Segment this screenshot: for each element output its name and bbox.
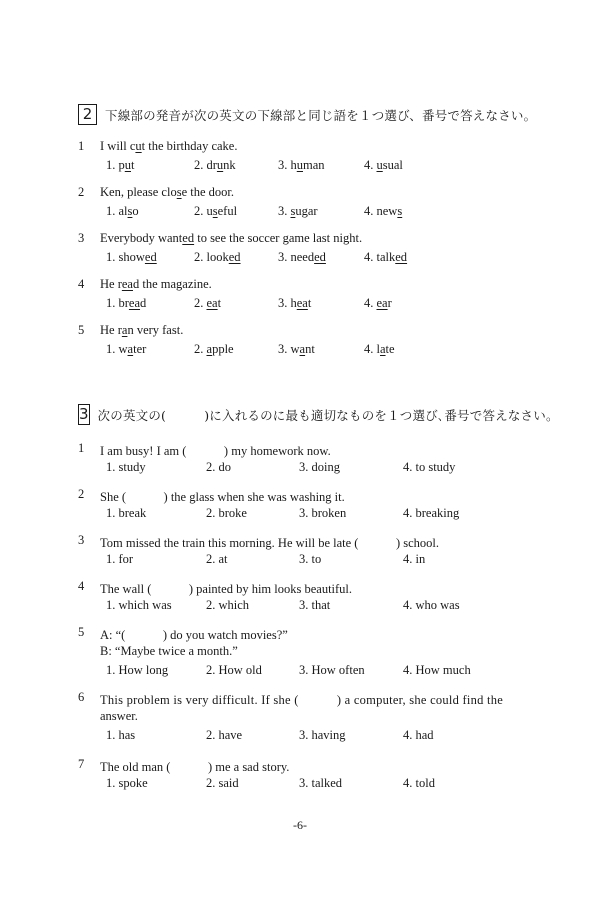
page-number: -6- bbox=[293, 818, 307, 832]
answer-option: 4. in bbox=[403, 552, 426, 566]
question-text: This problem is very difficult. If she ( ) a computer, she could find the bbox=[100, 693, 503, 707]
question-number: 5 bbox=[78, 625, 85, 639]
answer-option: 1. which was bbox=[106, 598, 172, 612]
question-text-line2: B: “Maybe twice a month.” bbox=[100, 644, 238, 658]
answer-option: 1. showed bbox=[106, 250, 157, 264]
question-text: A: “( ) do you watch movies?” bbox=[100, 628, 288, 642]
underlined-part: a bbox=[299, 342, 306, 356]
answer-option: 4. late bbox=[364, 342, 395, 356]
answer-option: 2. apple bbox=[194, 342, 234, 356]
section-2-header bbox=[78, 104, 548, 125]
answer-option: 2. broke bbox=[206, 506, 247, 520]
answer-option: 3. human bbox=[278, 158, 325, 172]
answer-option: 2. eat bbox=[194, 296, 222, 310]
question-text: The wall ( ) painted by him looks beautiful. bbox=[100, 582, 353, 596]
underlined-part: u bbox=[135, 139, 142, 153]
answer-option: 3. heat bbox=[278, 296, 312, 310]
answer-option: 4. breaking bbox=[403, 506, 460, 520]
section-3 bbox=[78, 404, 559, 790]
answer-option: 1. water bbox=[106, 342, 147, 356]
question-text: He read the magazine. bbox=[100, 277, 212, 291]
underlined-part: ed bbox=[395, 250, 408, 264]
underlined-part: s bbox=[127, 204, 133, 218]
question-number: 4 bbox=[78, 277, 85, 291]
answer-option: 4. news bbox=[364, 204, 403, 218]
underlined-part: ed bbox=[314, 250, 326, 264]
question-number: 3 bbox=[78, 533, 85, 547]
answer-option: 1. bread bbox=[106, 296, 147, 310]
answer-option: 4. to study bbox=[403, 460, 456, 474]
underlined-part: s bbox=[176, 185, 182, 199]
question-text: Tom missed the train this morning. He will be late ( ) school. bbox=[100, 536, 440, 550]
underlined-part: ea bbox=[376, 296, 388, 310]
section-3-header bbox=[78, 404, 559, 425]
question-number: 6 bbox=[78, 690, 85, 704]
answer-option: 3. want bbox=[278, 342, 315, 356]
underlined-part: ea bbox=[206, 296, 218, 310]
answer-option: 1. put bbox=[106, 158, 135, 172]
underlined-part: ea bbox=[121, 277, 133, 291]
answer-option: 4. who was bbox=[403, 598, 460, 612]
answer-option: 4. told bbox=[403, 776, 435, 790]
answer-option: 1. also bbox=[106, 204, 139, 218]
question-number: 5 bbox=[78, 323, 85, 337]
answer-option: 2. said bbox=[206, 776, 239, 790]
answer-option: 4. How much bbox=[403, 663, 471, 677]
question-number: 2 bbox=[78, 185, 85, 199]
answer-option: 1. break bbox=[106, 506, 147, 520]
answer-option: 3. that bbox=[299, 598, 331, 612]
question-number: 1 bbox=[78, 441, 85, 455]
underlined-part: a bbox=[127, 342, 134, 356]
answer-option: 2. do bbox=[206, 460, 231, 474]
underlined-part: ea bbox=[296, 296, 308, 310]
answer-option: 3. needed bbox=[278, 250, 326, 264]
question-text: I am busy! I am ( ) my homework now. bbox=[100, 444, 331, 458]
underlined-part: a bbox=[121, 323, 128, 337]
section-instruction: 下線部の発音が次の英文の下線部と同じ語を１つ選び、番号で答えなさい。 bbox=[105, 107, 537, 123]
answer-option: 4. ear bbox=[364, 296, 392, 310]
answer-option: 1. How long bbox=[106, 663, 169, 677]
answer-option: 1. spoke bbox=[106, 776, 148, 790]
question-number: 3 bbox=[78, 231, 85, 245]
question-number: 7 bbox=[78, 757, 85, 771]
question-text: Everybody wanted to see the soccer game last night. bbox=[100, 231, 363, 245]
answer-option: 4. usual bbox=[364, 158, 403, 172]
question-text: Ken, please close the door. bbox=[100, 185, 234, 199]
answer-option: 2. have bbox=[206, 728, 243, 742]
answer-option: 4. had bbox=[403, 728, 434, 742]
underlined-part: ed bbox=[182, 231, 195, 245]
answer-option: 2. looked bbox=[194, 250, 241, 264]
answer-option: 1. has bbox=[106, 728, 136, 742]
answer-option: 3. sugar bbox=[278, 204, 318, 218]
answer-option: 3. doing bbox=[299, 460, 340, 474]
underlined-part: s bbox=[290, 204, 296, 218]
answer-option: 3. to bbox=[299, 552, 322, 566]
answer-option: 3. How often bbox=[299, 663, 365, 677]
answer-option: 1. for bbox=[106, 552, 134, 566]
underlined-part: u bbox=[124, 158, 131, 172]
question-number: 4 bbox=[78, 579, 85, 593]
answer-option: 3. talked bbox=[299, 776, 343, 790]
underlined-part: ea bbox=[128, 296, 141, 310]
underlined-part: u bbox=[376, 158, 383, 172]
answer-option: 2. at bbox=[206, 552, 228, 566]
question-number: 1 bbox=[78, 139, 85, 153]
answer-option: 1. study bbox=[106, 460, 146, 474]
answer-option: 4. talked bbox=[364, 250, 408, 264]
underlined-part: a bbox=[379, 342, 386, 356]
underlined-part: u bbox=[296, 158, 303, 172]
question-text: She ( ) the glass when she was washing it. bbox=[100, 490, 345, 504]
underlined-part: ed bbox=[144, 250, 157, 264]
underlined-part: ed bbox=[228, 250, 241, 264]
answer-option: 3. having bbox=[299, 728, 346, 742]
question-text: The old man ( ) me a sad story. bbox=[100, 760, 290, 774]
underlined-part: s bbox=[397, 204, 403, 218]
question-number: 2 bbox=[78, 487, 85, 501]
underlined-part: a bbox=[206, 342, 213, 356]
answer-option: 2. How old bbox=[206, 663, 262, 677]
question-text: He ran very fast. bbox=[100, 323, 184, 337]
underlined-part: u bbox=[216, 158, 224, 172]
section-number-box: 3 bbox=[79, 405, 89, 423]
answer-option: 2. drunk bbox=[194, 158, 236, 172]
underlined-part: s bbox=[212, 204, 218, 218]
question-text-line2: answer. bbox=[100, 709, 138, 723]
answer-option: 2. which bbox=[206, 598, 250, 612]
answer-option: 2. useful bbox=[194, 204, 238, 218]
question-text: I will cut the birthday cake. bbox=[100, 139, 238, 153]
section-2 bbox=[78, 104, 548, 356]
answer-option: 3. broken bbox=[299, 506, 347, 520]
section-number-box: 2 bbox=[78, 104, 97, 125]
section-instruction: 次の英文の( )に入れるのに最も適切なものを１つ選び､番号で答えなさい。 bbox=[97, 407, 559, 423]
